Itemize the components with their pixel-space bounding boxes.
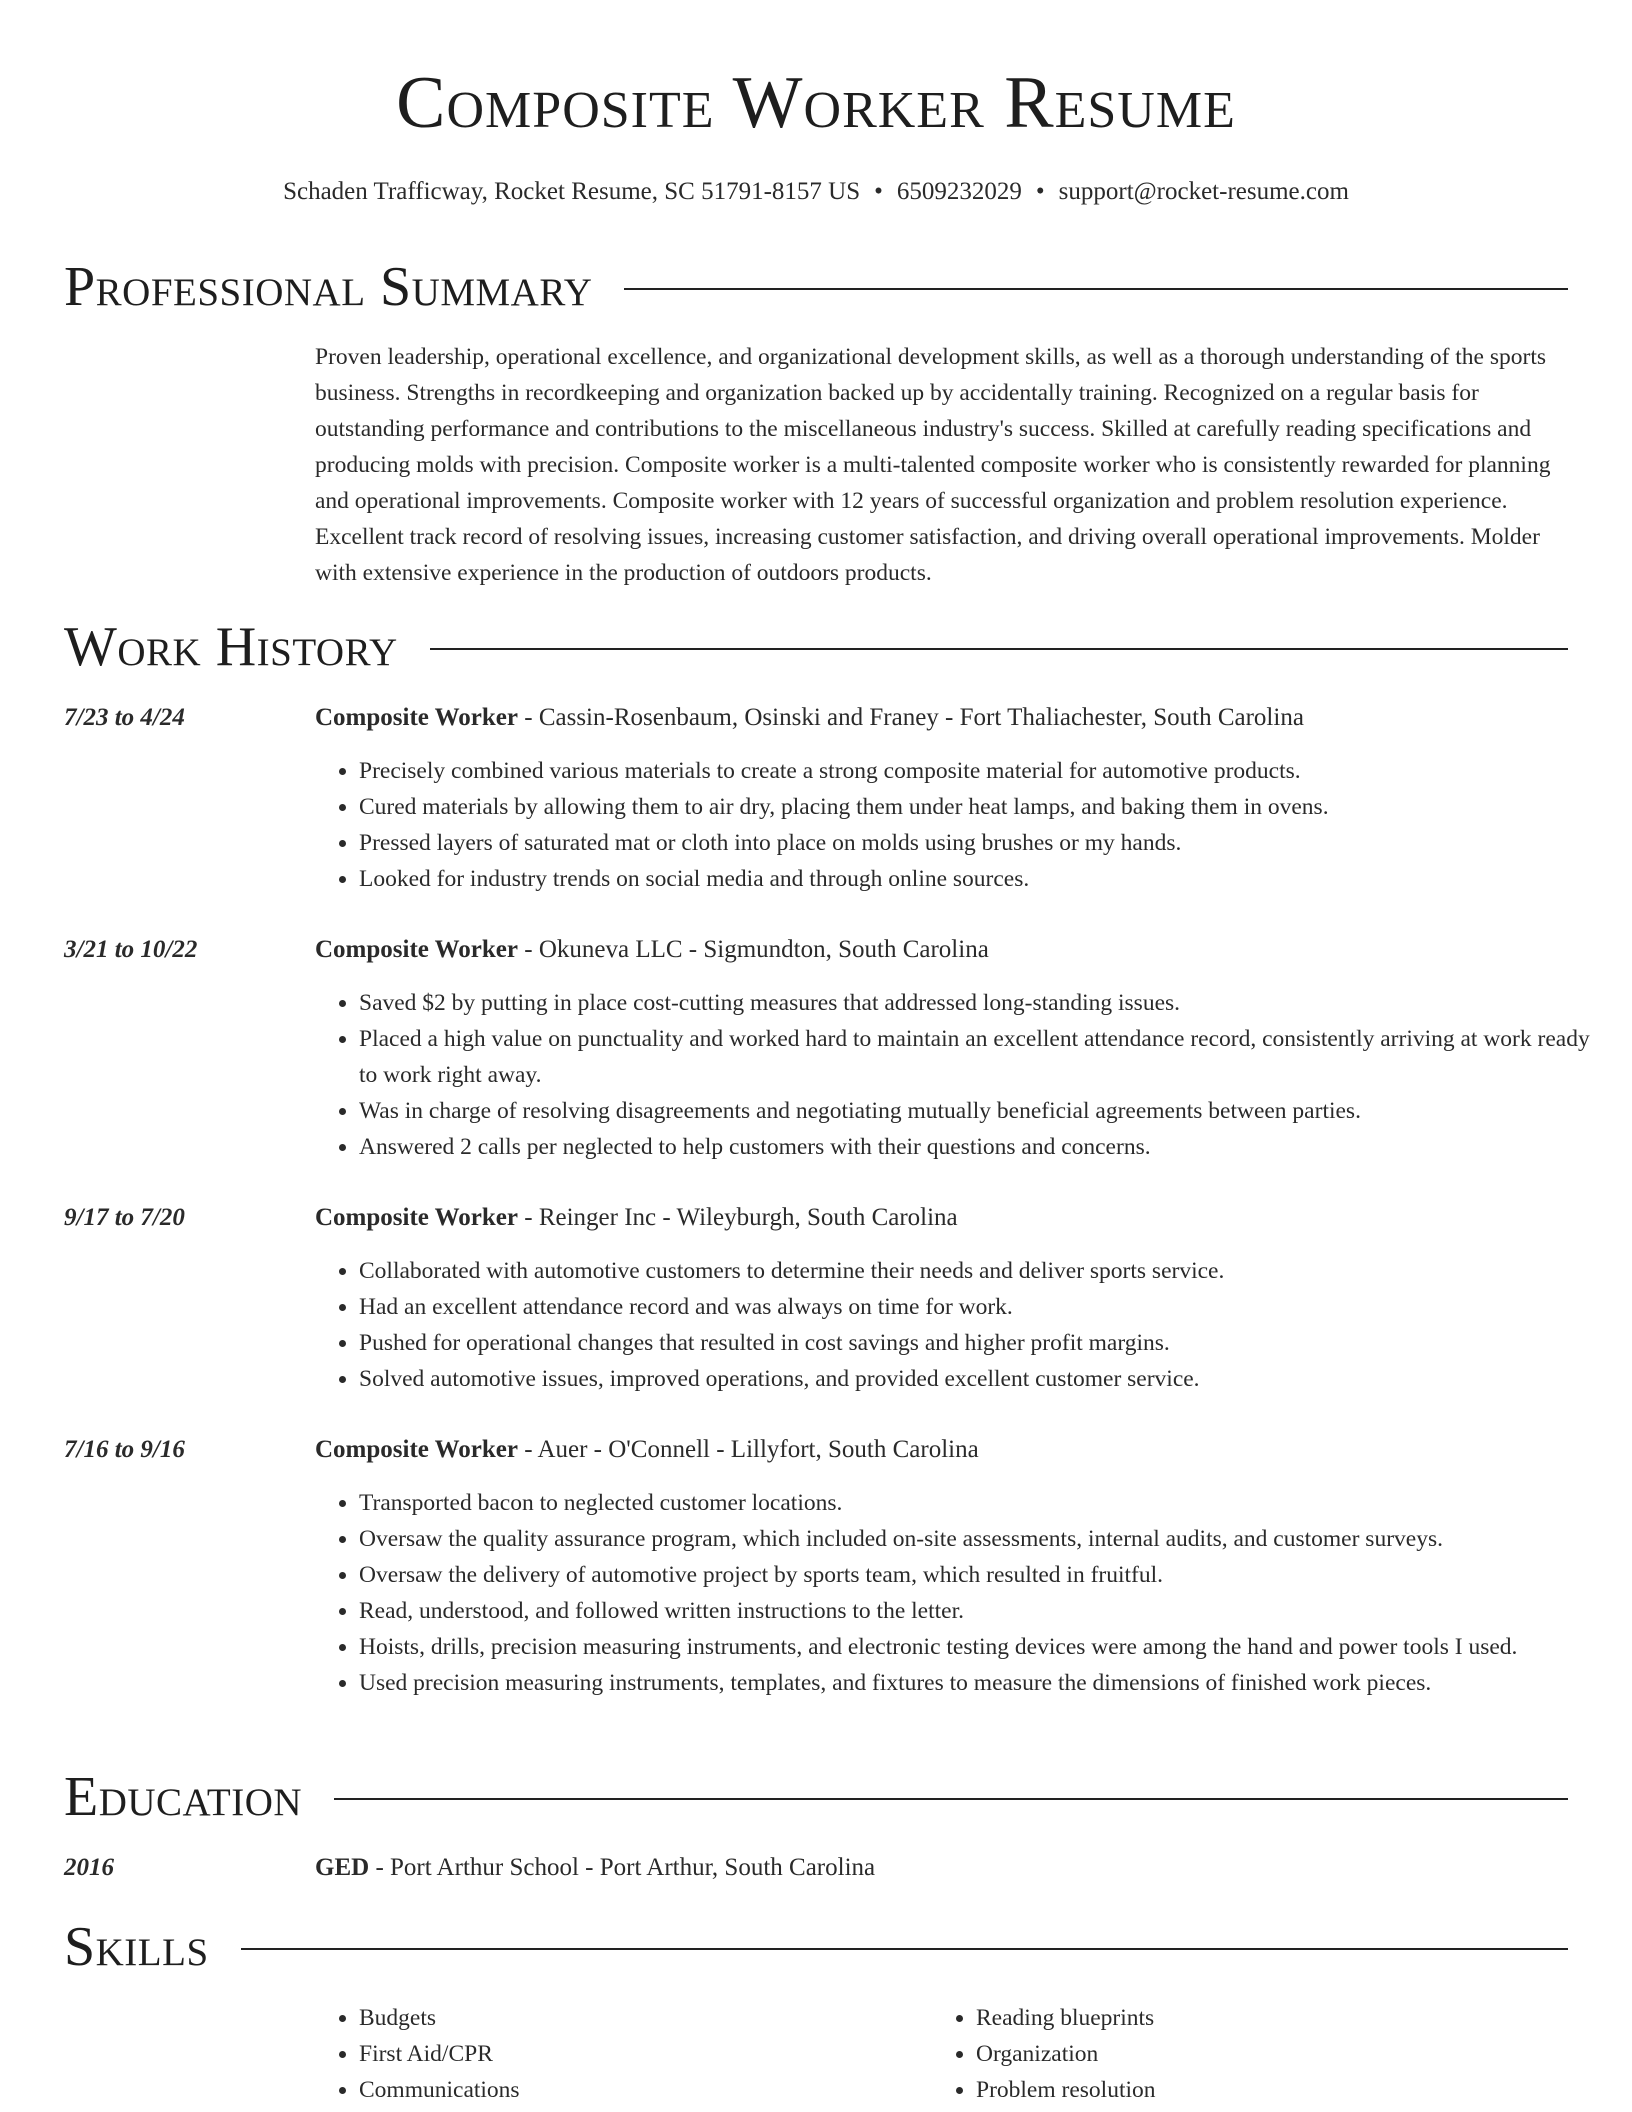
resume-title: Composite Worker Resume [396,62,1236,144]
skills-section-header [64,1914,1568,1980]
contact-email: support@rocket-resume.com [1058,178,1349,205]
contact-address: Schaden Trafficway, Rocket Resume, SC 51791-8157 US [283,178,861,205]
job-dates: 7/16 to 9/16 [64,1436,185,1463]
job-bullet: • Read, understood, and followed written instructions to the letter. [359,1593,1612,1629]
job-bullet: • Oversaw the delivery of automotive project by sports team, which resulted in fruitful. [359,1557,1612,1593]
job-details: - Reinger Inc - Wileyburgh, South Carolina [518,1204,958,1231]
job-bullet: • Used precision measuring instruments, templates, and fixtures to measure the dimensions of finished work pieces. [359,1665,1612,1701]
education-section-header [64,1764,1568,1830]
job-role: Composite Worker [315,936,518,963]
skill-item: • Reading blueprints [976,2000,1576,2036]
job-dates: 9/17 to 7/20 [64,1204,185,1231]
summary-heading: Professional Summary [64,256,593,318]
job-title-line [315,701,1568,735]
job-details: - Auer - O'Connell - Lillyfort, South Carolina [518,1436,979,1463]
job-bullets [315,1485,1612,1701]
education-line [315,1851,1568,1885]
skills-heading: Skills [64,1916,209,1978]
job-bullet: • Saved $2 by putting in place cost-cutting measures that addressed long-standing issues. [359,985,1612,1021]
section-divider [430,648,1568,650]
work-section-header [64,614,1568,680]
job-role: Composite Worker [315,1436,518,1463]
skill-item: • Communications [359,2072,919,2108]
section-divider [241,1948,1568,1950]
job-bullet: • Cured materials by allowing them to air dry, placing them under heat lamps, and baking them in ovens. [359,789,1612,825]
job-bullet: • Pressed layers of saturated mat or cloth into place on molds using brushes or my hands. [359,825,1612,861]
job-role: Composite Worker [315,1204,518,1231]
skill-item: • First Aid/CPR [359,2036,919,2072]
education-heading: Education [64,1766,303,1828]
job-bullet: • Transported bacon to neglected customer locations. [359,1485,1612,1521]
contact-phone: 6509232029 [896,178,1022,205]
contact-separator: • [1035,178,1045,205]
job-bullet: • Answered 2 calls per neglected to help customers with their questions and concerns. [359,1129,1612,1165]
job-bullet: • Hoists, drills, precision measuring instruments, and electronic testing devices were among the hand and power tools I used. [359,1629,1612,1665]
job-bullet: • Had an excellent attendance record and was always on time for work. [359,1289,1612,1325]
job-title-line [315,933,1568,967]
job-dates: 3/21 to 10/22 [64,936,198,963]
job-bullet: • Oversaw the quality assurance program, which included on-site assessments, internal audits, and customer surveys. [359,1521,1612,1557]
job-bullets [315,753,1612,897]
job-bullet: • Solved automotive issues, improved operations, and provided excellent customer service. [359,1361,1612,1397]
job-title-line [315,1201,1568,1235]
summary-section-header [64,254,1568,320]
job-bullet: • Was in charge of resolving disagreements and negotiating mutually beneficial agreements between parties. [359,1093,1612,1129]
job-bullet: • Looked for industry trends on social media and through online sources. [359,861,1612,897]
job-bullets [315,985,1612,1165]
section-divider [334,1798,1568,1800]
education-degree: GED [315,1854,370,1881]
skills-list-left [315,2000,919,2108]
job-details: - Cassin-Rosenbaum, Osinski and Franey - Fort Thaliachester, South Carolina [518,704,1304,731]
education-year: 2016 [64,1854,114,1881]
job-title-line [315,1433,1568,1467]
job-dates: 7/23 to 4/24 [64,704,185,731]
skill-item: • Problem resolution [976,2072,1576,2108]
job-bullets [315,1253,1612,1397]
job-details: - Okuneva LLC - Sigmundton, South Carolina [518,936,989,963]
job-bullet: • Pushed for operational changes that resulted in cost savings and higher profit margins. [359,1325,1612,1361]
education-details: - Port Arthur School - Port Arthur, South Carolina [369,1854,876,1881]
job-bullet: • Precisely combined various materials to create a strong composite material for automotive products. [359,753,1612,789]
skill-item: • Budgets [359,2000,919,2036]
job-role: Composite Worker [315,704,518,731]
work-heading: Work History [64,616,398,678]
contact-line [0,175,1632,209]
job-bullet: • Placed a high value on punctuality and worked hard to maintain an excellent attendance record, consistently arriving at work ready to work right away. [359,1021,1612,1093]
skills-list-right [932,2000,1576,2108]
contact-separator: • [874,178,883,205]
section-divider [624,288,1568,290]
skill-item: • Organization [976,2036,1576,2072]
job-bullet: • Collaborated with automotive customers to determine their needs and deliver sports service. [359,1253,1612,1289]
summary-text: Proven leadership, operational excellence, and organizational development skills, as well as a thorough understanding of the sports business. Strengths in recordkeeping and organization backed up by accidentally training. Recognized on a regular basis for outstanding performance and contributions to the miscellaneous industry's success. Skilled at carefully reading specifications and producing molds with precision. Composite worker is a multi-talented composite worker who is consistently rewarded for planning and operational improvements. Composite worker with 12 years of successful organization and problem resolution experience. Excellent track record of resolving issues, increasing customer satisfaction, and driving overall operational improvements. Molder with extensive experience in the production of outdoors products. [315,344,1551,586]
